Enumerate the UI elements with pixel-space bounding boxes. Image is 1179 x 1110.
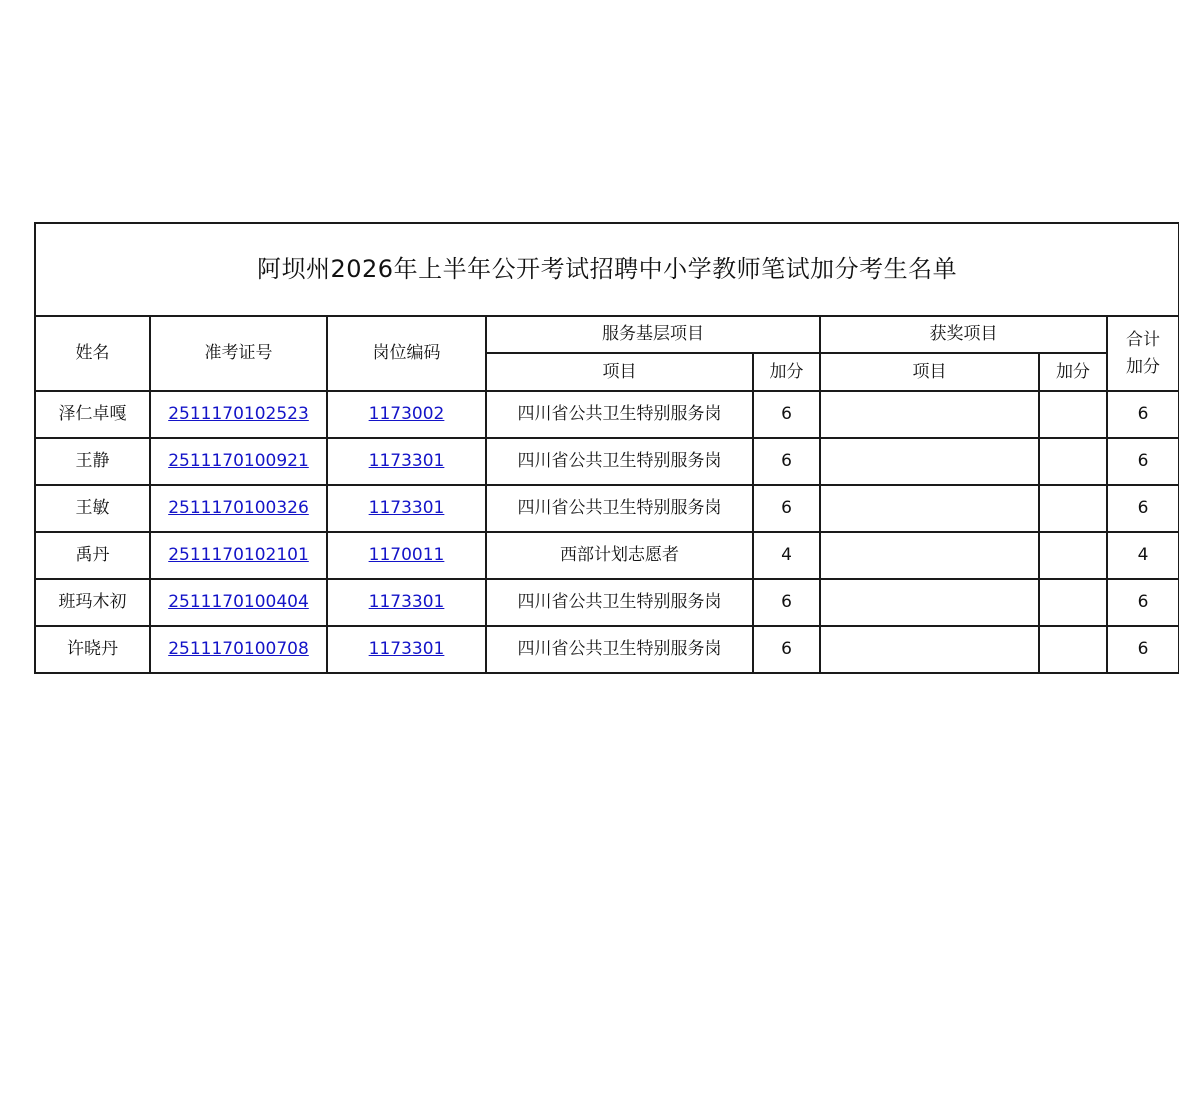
post-code-link[interactable]: 1170011: [368, 545, 445, 566]
table-row: [35, 579, 1179, 626]
cell-award-item: [820, 626, 1039, 673]
exam-id-link[interactable]: 2511170100326: [168, 498, 309, 519]
cell-award-points: [1039, 532, 1107, 579]
cell-award-points: [1039, 579, 1107, 626]
cell-name: 泽仁卓嘎: [35, 391, 150, 438]
post-code-link[interactable]: 1173301: [368, 592, 445, 613]
cell-post-code: [327, 391, 486, 438]
table-row: [35, 626, 1179, 673]
exam-id-link[interactable]: 2511170100921: [168, 451, 309, 472]
cell-name: 禹丹: [35, 532, 150, 579]
exam-id-link[interactable]: 2511170100404: [168, 592, 309, 613]
cell-name: 许晓丹: [35, 626, 150, 673]
cell-award-item: [820, 579, 1039, 626]
exam-id-link[interactable]: 2511170100708: [168, 639, 309, 660]
header-award-group: 获奖项目: [820, 316, 1107, 353]
cell-post-code: [327, 438, 486, 485]
header-service-item: 项目: [486, 353, 753, 391]
post-code-link[interactable]: 1173002: [368, 404, 445, 425]
cell-service-points: 6: [753, 485, 820, 532]
cell-post-code: [327, 485, 486, 532]
cell-service-points: 4: [753, 532, 820, 579]
header-award-points: 加分: [1039, 353, 1107, 391]
header-total: [1107, 316, 1179, 391]
cell-service-points: 6: [753, 626, 820, 673]
table-row: [35, 532, 1179, 579]
header-name: 姓名: [35, 316, 150, 391]
sheet-title: 阿坝州2026年上半年公开考试招聘中小学教师笔试加分考生名单: [35, 223, 1179, 316]
cell-total: 6: [1107, 391, 1179, 438]
table-row: [35, 485, 1179, 532]
header-post-code: 岗位编码: [327, 316, 486, 391]
bonus-score-table: [34, 222, 1179, 674]
bonus-score-sheet: [34, 222, 1178, 674]
cell-service-item: 四川省公共卫生特别服务岗: [486, 438, 753, 485]
cell-post-code: [327, 626, 486, 673]
cell-service-points: 6: [753, 579, 820, 626]
header-total-line2: 加分: [1126, 356, 1161, 377]
cell-service-points: 6: [753, 438, 820, 485]
exam-id-link[interactable]: 2511170102523: [168, 404, 309, 425]
cell-exam-id: [150, 532, 327, 579]
cell-post-code: [327, 579, 486, 626]
cell-total: 4: [1107, 532, 1179, 579]
cell-name: 王敏: [35, 485, 150, 532]
cell-award-item: [820, 391, 1039, 438]
table-row: [35, 438, 1179, 485]
cell-service-item: 西部计划志愿者: [486, 532, 753, 579]
cell-award-item: [820, 485, 1039, 532]
cell-award-points: [1039, 391, 1107, 438]
cell-total: 6: [1107, 579, 1179, 626]
cell-exam-id: [150, 485, 327, 532]
cell-name: 班玛木初: [35, 579, 150, 626]
cell-service-item: 四川省公共卫生特别服务岗: [486, 626, 753, 673]
cell-award-item: [820, 532, 1039, 579]
cell-award-points: [1039, 626, 1107, 673]
cell-award-points: [1039, 438, 1107, 485]
table-row: [35, 391, 1179, 438]
cell-post-code: [327, 532, 486, 579]
exam-id-link[interactable]: 2511170102101: [168, 545, 309, 566]
cell-total: 6: [1107, 626, 1179, 673]
cell-total: 6: [1107, 438, 1179, 485]
cell-exam-id: [150, 438, 327, 485]
header-award-item: 项目: [820, 353, 1039, 391]
cell-service-item: 四川省公共卫生特别服务岗: [486, 391, 753, 438]
cell-exam-id: [150, 391, 327, 438]
post-code-link[interactable]: 1173301: [368, 498, 445, 519]
cell-award-points: [1039, 485, 1107, 532]
post-code-link[interactable]: 1173301: [368, 451, 445, 472]
header-exam-id: 准考证号: [150, 316, 327, 391]
cell-exam-id: [150, 579, 327, 626]
cell-award-item: [820, 438, 1039, 485]
cell-exam-id: [150, 626, 327, 673]
cell-service-points: 6: [753, 391, 820, 438]
post-code-link[interactable]: 1173301: [368, 639, 445, 660]
cell-service-item: 四川省公共卫生特别服务岗: [486, 579, 753, 626]
cell-service-item: 四川省公共卫生特别服务岗: [486, 485, 753, 532]
cell-name: 王静: [35, 438, 150, 485]
header-service-points: 加分: [753, 353, 820, 391]
header-service-group: 服务基层项目: [486, 316, 820, 353]
header-total-line1: 合计: [1126, 330, 1161, 351]
cell-total: 6: [1107, 485, 1179, 532]
